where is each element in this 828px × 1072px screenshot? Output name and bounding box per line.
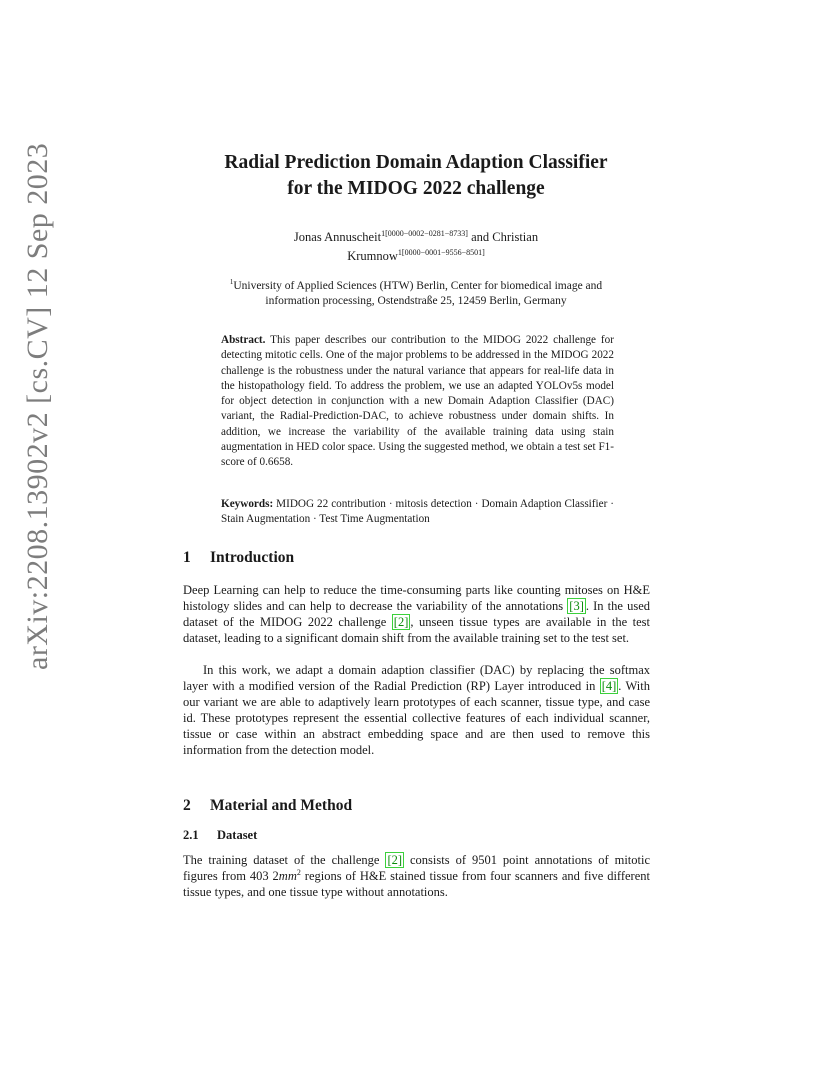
author-1: Jonas Annuscheit — [293, 230, 382, 244]
arxiv-identifier: arXiv:2208.13902v2 [cs.CV] 12 Sep 2023 — [21, 142, 54, 670]
dataset-text-c: regions of H&E stained tissue from four scanners and five different tissue types, and one tissue type without annotations. — [183, 869, 650, 899]
subsection-heading-dataset — [183, 828, 257, 843]
intro-paragraph-2 — [183, 662, 650, 758]
author-list — [180, 228, 652, 266]
citation-link[interactable]: [4] — [601, 679, 617, 693]
intro-p2-text-a: In this work, we adapt a domain adaption classifier (DAC) by replacing the softmax layer with a modified version of the Radial Prediction (RP) Layer introduced in — [183, 663, 650, 693]
subsection-title: Dataset — [217, 828, 258, 842]
intro-p1-text-b: . In the used dataset of the MIDOG 2022 challenge — [183, 599, 650, 629]
affiliation — [180, 275, 652, 309]
author-1-orcid: 1[0000−0002−0281−8733] — [381, 228, 468, 238]
dataset-paragraph — [183, 852, 650, 900]
dataset-text-a: The training dataset of the challenge — [183, 853, 386, 867]
section-number: 2 — [183, 797, 191, 814]
intro-paragraph-1 — [183, 582, 650, 646]
abstract-text: This paper describes our contribution to the MIDOG 2022 challenge for detecting mitotic cells. One of the major problems to be addressed in the MIDOG 2022 challenge is the robustness under the natural variance that appears for real-life data in the histopathology field. To address the problem, we use an adapted YOLOv5s model for object detection in conjunction with a new Domain Adaption Classifier (DAC) variant, the Radial-Prediction-DAC, to achieve robustness under domain shifts. In addition, we increase the variability of the available training data using stain augmentation in HED color space. Using the suggested method, we obtain a test set F1-score of 0.6658. — [221, 334, 614, 469]
abstract — [221, 333, 614, 471]
affiliation-mark: 1 — [229, 278, 234, 286]
author-2: Krumnow — [347, 249, 398, 263]
section-heading-introduction — [183, 549, 294, 567]
keywords-text: MIDOG 22 contribution · mitosis detection · Domain Adaption Classifier · Stain Augmentation · Test Time Augmentation — [221, 498, 615, 526]
title-line-2: for the MIDOG 2022 challenge — [287, 178, 545, 199]
affiliation-line-1: University of Applied Sciences (HTW) Berlin, Center for biomedical image and — [233, 279, 603, 292]
citation-link[interactable]: [2] — [387, 853, 403, 867]
paper-title — [150, 150, 682, 202]
intro-p1-text-a: Deep Learning can help to reduce the time-consuming parts like counting mitoses on H&E histology slides and can help to decrease the variability of the annotations — [183, 583, 650, 613]
author-2-orcid: 1[0000−0001−9556−8501] — [397, 247, 485, 257]
unit-mm: mm — [278, 869, 297, 883]
affiliation-line-2: information processing, Ostendstraße 25, 12459 Berlin, Germany — [265, 294, 567, 307]
abstract-label: Abstract. — [221, 334, 266, 346]
citation-link[interactable]: [2] — [393, 615, 409, 629]
keywords-label: Keywords: — [221, 498, 274, 510]
section-heading-material-method — [183, 797, 352, 815]
section-title: Introduction — [210, 549, 295, 566]
author-conjunction: and Christian — [471, 230, 539, 244]
keywords — [221, 497, 614, 528]
section-number: 1 — [183, 549, 191, 566]
intro-p1-text-c: , unseen tissue types are available in the test dataset, leading to a significant domain shift from the available training set to the test set. — [183, 615, 650, 645]
subsection-number: 2.1 — [183, 828, 199, 842]
section-title: Material and Method — [210, 797, 353, 814]
title-line-1: Radial Prediction Domain Adaption Classifier — [224, 152, 608, 173]
unit-exponent: 2 — [296, 867, 301, 877]
citation-link[interactable]: [3] — [569, 599, 584, 613]
intro-p2-text-b: . With our variant we are able to adaptively learn prototypes of each scanner, tissue type, and case id. These prototypes represent the essential collective features of each individual scanner, tissue or case within an abstract embedding space and are then used to remove this information from the detection model. — [183, 679, 650, 757]
dataset-text-b: consists of 9501 point annotations of mitotic figures from 403 2 — [183, 853, 651, 883]
